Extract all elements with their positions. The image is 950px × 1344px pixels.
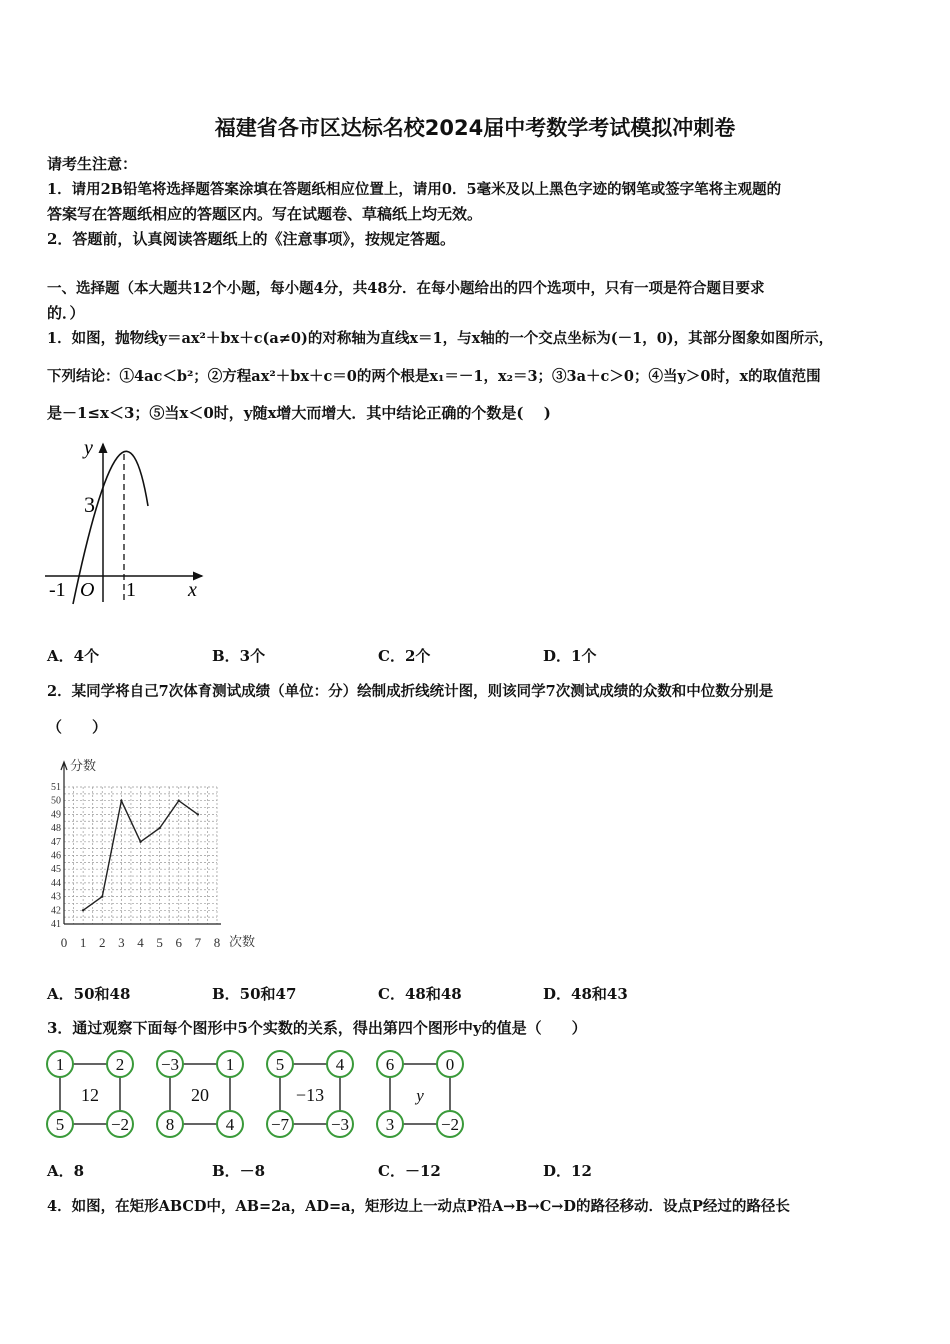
q3-figure-2 <box>157 1051 243 1137</box>
section-heading-line-2: 的．） <box>47 304 85 322</box>
q2-line-2: （ ） <box>47 718 108 736</box>
x-tick-label: 1 <box>79 935 87 950</box>
corner-number-top-left: 5 <box>275 1055 285 1074</box>
data-point <box>158 827 160 829</box>
tick-one: 1 <box>126 579 136 601</box>
q1-option-a[interactable]: A．4个 <box>47 647 100 665</box>
y-tick-label: 49 <box>51 809 61 821</box>
q3-option-a[interactable]: A．8 <box>47 1162 85 1180</box>
origin-label: O <box>80 579 95 601</box>
notice-line-1: 1．请用2B铅笔将选择题答案涂填在答题纸相应位置上，请用0．5毫米及以上黑色字迹的钢笔或签字笔将主观题的 <box>47 181 782 198</box>
x-tick-label: 8 <box>213 935 221 950</box>
q2-option-a[interactable]: A．50和48 <box>47 985 131 1003</box>
parabola-graph <box>40 432 210 612</box>
x-tick-label: 0 <box>60 935 68 950</box>
score-line-chart <box>40 752 265 962</box>
q3-option-b[interactable]: B．－8 <box>212 1162 266 1180</box>
corner-number-bottom-right: −2 <box>110 1115 130 1134</box>
corner-number-bottom-left: −7 <box>270 1115 290 1134</box>
q1-line-2: 下列结论：①4ac＜b²；②方程ax²＋bx＋c＝0的两个根是x₁＝－1，x₂＝3；③3a＋c＞0；④当y＞0时，x的取值范围 <box>47 368 821 385</box>
corner-number-top-right: 4 <box>335 1055 345 1074</box>
data-point <box>197 813 199 815</box>
corner-number-bottom-right: −2 <box>440 1115 460 1134</box>
corner-number-top-left: 6 <box>385 1055 395 1074</box>
center-number: 12 <box>81 1085 99 1105</box>
corner-number-top-right: 0 <box>445 1055 455 1074</box>
y-tick-label: 51 <box>51 782 61 793</box>
y-tick-label: 42 <box>51 905 61 917</box>
notice-heading: 请考生注意： <box>47 155 138 173</box>
corner-number-bottom-left: 5 <box>55 1115 65 1134</box>
q2-option-b[interactable]: B．50和47 <box>212 985 297 1003</box>
data-point <box>178 800 180 802</box>
q4-line-1: 4．如图，在矩形ABCD中，AB=2a，AD=a，矩形边上一动点P沿A→B→C→D的路径移动．设点P经过的路径长 <box>47 1198 790 1215</box>
notice-line-3: 2．答题前，认真阅读答题纸上的《注意事项》，按规定答题。 <box>47 230 455 248</box>
x-tick-label: 5 <box>156 935 163 950</box>
x-axis-label: x <box>188 579 197 601</box>
q1-option-d[interactable]: D．1个 <box>543 647 597 665</box>
data-point <box>139 841 141 843</box>
y-tick-label: 46 <box>51 850 61 862</box>
y-tick-label: 41 <box>51 919 61 930</box>
y-tick-label: 48 <box>51 823 61 835</box>
q1-line-3: 是－1≤x＜3；⑤当x＜0时，y随x增大而增大．其中结论正确的个数是( ) <box>47 404 551 422</box>
y-tick-label: 50 <box>51 795 61 807</box>
y-tick-3: 3 <box>84 492 95 517</box>
x-tick-label: 4 <box>137 935 144 950</box>
section-heading-line-1: 一、选择题（本大题共12个小题，每小题4分，共48分．在每小题给出的四个选项中，只有一项是符合题目要求 <box>47 280 765 297</box>
data-point <box>82 909 84 911</box>
x-tick-label: 3 <box>118 935 125 950</box>
y-tick-label: 45 <box>51 864 61 876</box>
y-axis-label: 分数 <box>70 758 97 773</box>
corner-number-bottom-right: 4 <box>225 1115 235 1134</box>
q2-option-c[interactable]: C．48和48 <box>378 985 462 1003</box>
corner-number-bottom-left: 3 <box>385 1115 395 1134</box>
page-title: 福建省各市区达标名校2024届中考数学考试模拟冲刺卷 <box>214 116 736 140</box>
x-tick-label: 7 <box>194 935 202 950</box>
corner-number-bottom-right: −3 <box>330 1115 350 1134</box>
x-tick-label: 2 <box>99 935 106 950</box>
q3-figure-4 <box>377 1051 463 1137</box>
x-axis-label: 次数 <box>229 934 256 949</box>
q3-line-1: 3．通过观察下面每个图形中5个实数的关系，得出第四个图形中y的值是（ ） <box>47 1019 587 1037</box>
corner-number-top-left: −3 <box>160 1055 180 1074</box>
center-number: −13 <box>295 1085 325 1105</box>
q3-option-d[interactable]: D．12 <box>543 1162 592 1180</box>
center-number: 20 <box>191 1085 209 1105</box>
q2-option-d[interactable]: D．48和43 <box>543 985 628 1003</box>
q1-line-1: 1．如图，抛物线y＝ax²＋bx＋c(a≠0)的对称轴为直线x＝1，与x轴的一个交点坐标为(－1，0)，其部分图象如图所示， <box>47 330 834 347</box>
corner-number-top-right: 2 <box>115 1055 125 1074</box>
corner-number-top-left: 1 <box>55 1055 65 1074</box>
q3-figure-1 <box>47 1051 133 1137</box>
y-axis-label: y <box>84 437 93 459</box>
data-point <box>101 895 103 897</box>
y-tick-label: 44 <box>51 877 61 889</box>
tick-neg-one: -1 <box>49 579 66 601</box>
q3-option-c[interactable]: C．－12 <box>378 1162 441 1180</box>
q1-option-b[interactable]: B．3个 <box>212 647 266 665</box>
data-point <box>120 800 122 802</box>
corner-number-top-right: 1 <box>225 1055 235 1074</box>
y-tick-label: 43 <box>51 891 61 903</box>
y-tick-label: 47 <box>51 836 61 848</box>
x-tick-label: 6 <box>175 935 182 950</box>
q2-line-1: 2．某同学将自己7次体育测试成绩（单位：分）绘制成折线统计图，则该同学7次测试成绩的众数和中位数分别是 <box>47 683 774 700</box>
center-number: y <box>416 1086 424 1105</box>
notice-line-2: 答案写在答题纸相应的答题区内。写在试题卷、草稿纸上均无效。 <box>47 205 483 223</box>
q3-figures <box>40 1045 470 1145</box>
corner-number-bottom-left: 8 <box>165 1115 175 1134</box>
q3-figure-3 <box>267 1051 353 1137</box>
q1-option-c[interactable]: C．2个 <box>378 647 431 665</box>
